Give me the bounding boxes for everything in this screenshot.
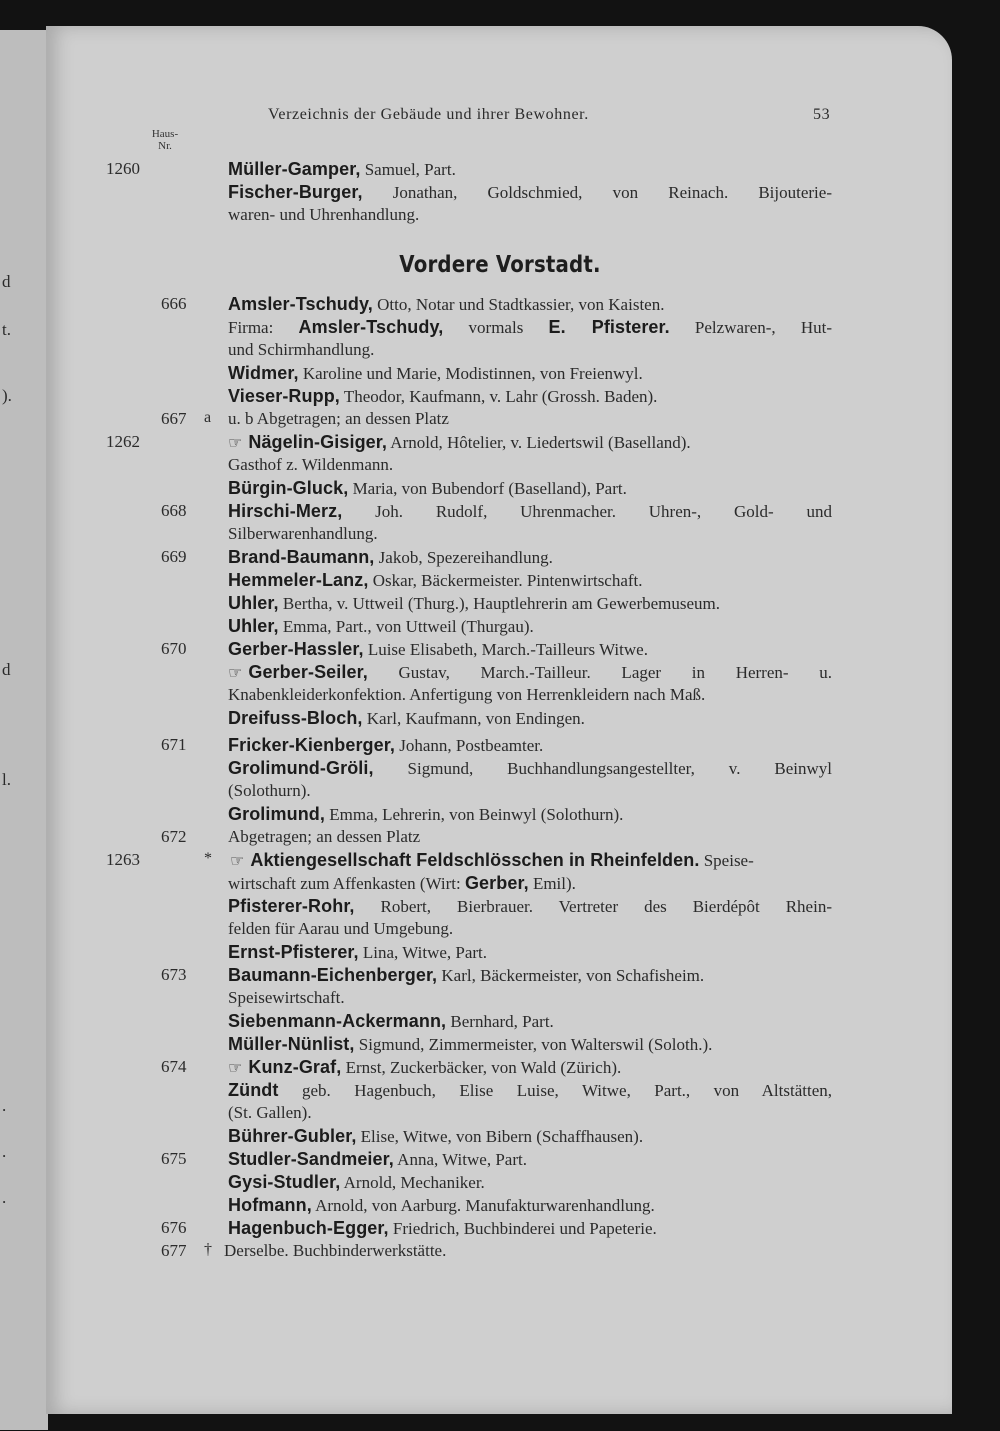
margin-fragment: ). xyxy=(2,386,12,405)
entry-text: Siebenmann-Ackermann, Bernhard, Part. xyxy=(228,1011,554,1031)
entry-text: felden für Aarau und Umgebung. xyxy=(228,919,454,938)
entry-line xyxy=(0,941,1000,963)
entry-line xyxy=(0,1033,1000,1055)
entry-text: Grolimund, Emma, Lehrerin, von Beinwyl (Solothurn). xyxy=(228,804,624,824)
entry-text: Uhler, Bertha, v. Uttweil (Thurg.), Hauptlehrerin am Gewerbemuseum. xyxy=(228,593,721,613)
resident-name: Pfisterer-Rohr, xyxy=(228,896,355,916)
entry-line xyxy=(0,918,1000,940)
entry-text: wirtschaft zum Affenkasten (Wirt: Gerber, Emil). xyxy=(228,873,576,893)
entry-text: und Schirmhandlung. xyxy=(228,340,375,359)
pointing-hand-icon: ☞ xyxy=(228,433,243,452)
entry-text: Zündt geb. Hagenbuch, Elise Luise, Witwe, Part., von Altstätten, xyxy=(228,1080,832,1100)
pointing-hand-icon: ☞ xyxy=(228,663,243,682)
margin-fragment: . xyxy=(2,1142,7,1161)
entry-text: ☞ Kunz-Graf, Ernst, Zuckerbäcker, von Wald (Zürich). xyxy=(228,1057,622,1077)
dagger-mark: † xyxy=(204,1241,212,1258)
resident-name: Studler-Sandmeier, xyxy=(228,1149,394,1169)
entry-line xyxy=(0,1056,1000,1078)
entry-line xyxy=(0,316,1000,338)
entry-line xyxy=(0,362,1000,384)
resident-name: Bürgin-Gluck, xyxy=(228,478,349,498)
entry-text: u. b Abgetragen; an dessen Platz xyxy=(228,409,449,428)
running-title: Verzeichnis der Gebäude und ihrer Bewohner. xyxy=(268,106,589,123)
asterisk-mark: * xyxy=(204,850,212,867)
resident-name: Dreifuss-Bloch, xyxy=(228,708,363,728)
resident-name: Gerber-Hassler, xyxy=(228,639,364,659)
entry-line xyxy=(0,964,1000,986)
entry-line xyxy=(0,615,1000,637)
entry-text: Derselbe. Buchbinderwerkstätte. xyxy=(224,1241,447,1260)
entry-text: Grolimund-Gröli, Sigmund, Buchhandlungsangestellter, v. Beinwyl xyxy=(228,758,832,778)
resident-name: Kunz-Graf, xyxy=(248,1057,342,1077)
entry-text: Gysi-Studler, Arnold, Mechaniker. xyxy=(228,1172,485,1192)
entry-text: waren- und Uhrenhandlung. xyxy=(228,205,420,224)
entry-line xyxy=(0,734,1000,756)
entry-line xyxy=(0,569,1000,591)
building-suffix: a xyxy=(204,409,212,426)
firm-name: Amsler-Tschudy, xyxy=(298,317,444,337)
entry-text: Fricker-Kienberger, Johann, Postbeamter. xyxy=(228,735,544,755)
resident-name: Hirschi-Merz, xyxy=(228,501,343,521)
entry-text: Hagenbuch-Egger, Friedrich, Buchbinderei und Papeterie. xyxy=(228,1218,657,1238)
entry-line xyxy=(0,158,1000,180)
entry-text: ☞ Aktiengesellschaft Feldschlösschen in Rheinfelden. Speise- xyxy=(230,850,754,870)
entry-line xyxy=(0,638,1000,660)
entry-line xyxy=(0,987,1000,1009)
building-number: 670 xyxy=(161,639,187,658)
entry-line xyxy=(0,181,1000,203)
entry-text: Studler-Sandmeier, Anna, Witwe, Part. xyxy=(228,1149,527,1169)
entry-line xyxy=(0,204,1000,226)
resident-name: Nägelin-Gisiger, xyxy=(248,432,387,452)
resident-name: Gysi-Studler, xyxy=(228,1172,341,1192)
resident-name: Uhler, xyxy=(228,593,279,613)
entry-line xyxy=(0,1102,1000,1124)
resident-name: Siebenmann-Ackermann, xyxy=(228,1011,447,1031)
entry-text: ☞ Nägelin-Gisiger, Arnold, Hôtelier, v. Liedertswil (Baselland). xyxy=(228,432,691,452)
building-number: 667 xyxy=(161,409,187,428)
entry-line xyxy=(0,477,1000,499)
building-number: 668 xyxy=(161,501,187,520)
entry-line xyxy=(0,872,1000,894)
house-number: 1262 xyxy=(106,432,140,451)
entry-text: Gasthof z. Wildenmann. xyxy=(228,455,394,474)
entry-line xyxy=(0,1194,1000,1216)
entry-line xyxy=(0,849,1000,871)
margin-fragment: . xyxy=(2,1188,7,1207)
margin-fragment: d xyxy=(2,660,11,679)
resident-name: Müller-Gamper, xyxy=(228,159,361,179)
section-heading: Vordere Vorstadt. xyxy=(399,252,601,278)
entry-line xyxy=(0,780,1000,802)
entry-line xyxy=(0,1217,1000,1239)
entry-text: Dreifuss-Bloch, Karl, Kaufmann, von Endingen. xyxy=(228,708,585,728)
entry-text: Amsler-Tschudy, Otto, Notar und Stadtkassier, von Kaisten. xyxy=(228,294,665,314)
building-number: 675 xyxy=(161,1149,187,1168)
resident-name: Hofmann, xyxy=(228,1195,312,1215)
entry-line xyxy=(0,385,1000,407)
entry-text: Speisewirtschaft. xyxy=(228,988,345,1007)
margin-fragment: d xyxy=(2,272,11,291)
entry-line xyxy=(0,803,1000,825)
entry-text: Hirschi-Merz, Joh. Rudolf, Uhrenmacher. Uhren-, Gold- und xyxy=(228,501,832,521)
entry-line xyxy=(0,592,1000,614)
entry-line xyxy=(0,454,1000,476)
entry-line xyxy=(0,1010,1000,1032)
entry-text: Widmer, Karoline und Marie, Modistinnen, von Freienwyl. xyxy=(228,363,643,383)
margin-fragment: l. xyxy=(2,770,11,789)
resident-name: Amsler-Tschudy, xyxy=(228,294,373,314)
entry-text: Bürgin-Gluck, Maria, von Bubendorf (Baselland), Part. xyxy=(228,478,627,498)
entry-text: Vieser-Rupp, Theodor, Kaufmann, v. Lahr (Grossh. Baden). xyxy=(228,386,658,406)
pointing-hand-icon: ☞ xyxy=(230,851,245,870)
entry-text: Abgetragen; an dessen Platz xyxy=(228,827,421,846)
entry-text: (St. Gallen). xyxy=(228,1103,312,1122)
resident-name: Ernst-Pfisterer, xyxy=(228,942,359,962)
entry-text: Müller-Gamper, Samuel, Part. xyxy=(228,159,456,179)
building-number: 674 xyxy=(161,1057,187,1076)
margin-fragment: t. xyxy=(2,320,11,339)
entry-text: (Solothurn). xyxy=(228,781,311,800)
entry-line xyxy=(0,431,1000,453)
resident-name: Vieser-Rupp, xyxy=(228,386,340,406)
entry-text: Ernst-Pfisterer, Lina, Witwe, Part. xyxy=(228,942,488,962)
resident-name: Grolimund, xyxy=(228,804,325,824)
resident-name: Gerber, xyxy=(464,873,529,893)
entry-text: Fischer-Burger, Jonathan, Goldschmied, von Reinach. Bijouterie- xyxy=(228,182,832,202)
entry-text: Bührer-Gubler, Elise, Witwe, von Bibern (Schaffhausen). xyxy=(228,1126,644,1146)
resident-name: Baumann-Eichenberger, xyxy=(228,965,438,985)
entry-line xyxy=(0,1148,1000,1170)
resident-name: Uhler, xyxy=(228,616,279,636)
building-number: 672 xyxy=(161,827,187,846)
entry-text: Silberwarenhandlung. xyxy=(228,524,378,543)
building-number: 676 xyxy=(161,1218,187,1237)
entry-line xyxy=(0,707,1000,729)
entry-line xyxy=(0,1171,1000,1193)
firm-name: E. Pfisterer. xyxy=(548,317,670,337)
entry-text: Hofmann, Arnold, von Aarburg. Manufakturwarenhandlung. xyxy=(228,1195,655,1215)
entry-line xyxy=(0,826,1000,848)
house-number-column-label: Haus- Nr. xyxy=(151,128,179,152)
resident-name: Widmer, xyxy=(228,363,299,383)
resident-name: Hagenbuch-Egger, xyxy=(228,1218,389,1238)
building-number: 677 xyxy=(161,1241,187,1260)
entry-text: Knabenkleiderkonfektion. Anfertigung von Herrenkleidern nach Maß. xyxy=(228,685,706,704)
entry-line xyxy=(0,523,1000,545)
entry-line xyxy=(0,684,1000,706)
entry-text: Firma: Amsler-Tschudy, vormals E. Pfisterer. Pelzwaren-, Hut- xyxy=(228,317,832,337)
building-number: 671 xyxy=(161,735,187,754)
entry-line xyxy=(0,1079,1000,1101)
house-number: 1260 xyxy=(106,159,140,178)
entry-line xyxy=(0,500,1000,522)
entry-line xyxy=(0,546,1000,568)
entry-line xyxy=(0,339,1000,361)
entry-line xyxy=(0,1240,1000,1262)
entry-line xyxy=(0,408,1000,430)
entry-text: Hemmeler-Lanz, Oskar, Bäckermeister. Pintenwirtschaft. xyxy=(228,570,643,590)
resident-name: Müller-Nünlist, xyxy=(228,1034,355,1054)
running-header xyxy=(0,106,1000,128)
resident-name: Zündt xyxy=(228,1080,279,1100)
entry-line xyxy=(0,1125,1000,1147)
firm-name: Aktiengesellschaft Feldschlösschen in Rheinfelden. xyxy=(250,850,700,870)
entry-text: Gerber-Hassler, Luise Elisabeth, March.-Tailleurs Witwe. xyxy=(228,639,648,659)
entry-text: Müller-Nünlist, Sigmund, Zimmermeister, von Walterswil (Soloth.). xyxy=(228,1034,713,1054)
entry-text: ☞ Gerber-Seiler, Gustav, March.-Tailleur. Lager in Herren- u. xyxy=(228,662,832,682)
entry-text: Baumann-Eichenberger, Karl, Bäckermeister, von Schafisheim. xyxy=(228,965,705,985)
building-number: 673 xyxy=(161,965,187,984)
house-number: 1263 xyxy=(106,850,140,869)
resident-name: Grolimund-Gröli, xyxy=(228,758,374,778)
resident-name: Brand-Baumann, xyxy=(228,547,375,567)
entry-line xyxy=(0,757,1000,779)
resident-name: Gerber-Seiler, xyxy=(248,662,368,682)
entry-line xyxy=(0,895,1000,917)
resident-name: Fischer-Burger, xyxy=(228,182,363,202)
building-number: 669 xyxy=(161,547,187,566)
building-number: 666 xyxy=(161,294,187,313)
entry-text: Uhler, Emma, Part., von Uttweil (Thurgau). xyxy=(228,616,534,636)
page-number: 53 xyxy=(813,106,831,123)
entry-line xyxy=(0,661,1000,683)
resident-name: Bührer-Gubler, xyxy=(228,1126,357,1146)
entry-text: Pfisterer-Rohr, Robert, Bierbrauer. Vertreter des Bierdépôt Rhein- xyxy=(228,896,832,916)
resident-name: Hemmeler-Lanz, xyxy=(228,570,369,590)
entry-text: Brand-Baumann, Jakob, Spezereihandlung. xyxy=(228,547,553,567)
pointing-hand-icon: ☞ xyxy=(228,1058,243,1077)
resident-name: Fricker-Kienberger, xyxy=(228,735,395,755)
entry-line xyxy=(0,293,1000,315)
margin-fragment: . xyxy=(2,1096,7,1115)
